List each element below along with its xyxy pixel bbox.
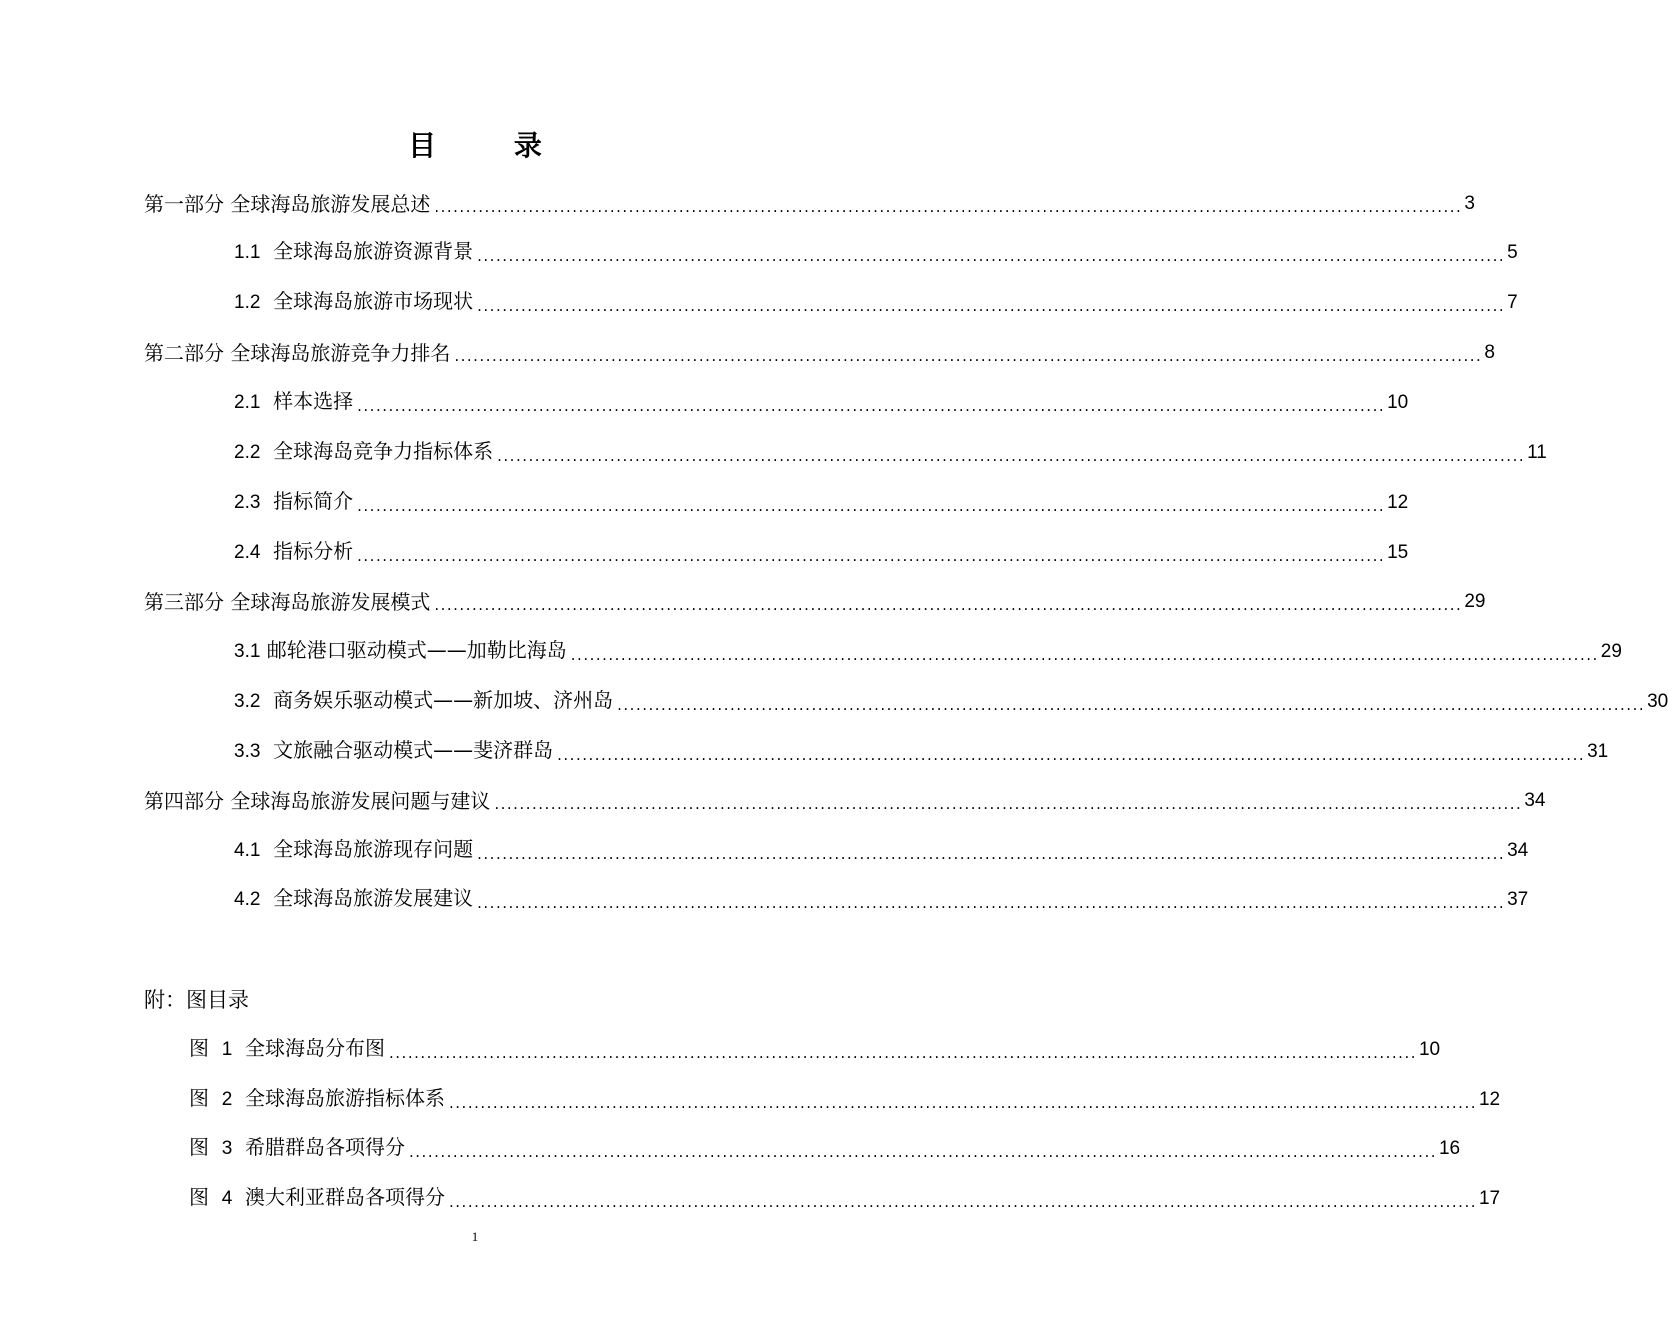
toc-entry[interactable]	[234, 438, 1547, 468]
toc-entry[interactable]	[234, 836, 1529, 866]
toc-leader-dots: ....................................................................................................................................................................	[434, 198, 1463, 216]
figure-page: 10	[1418, 1039, 1441, 1060]
toc-entry-label: 全球海岛旅游资源背景	[273, 239, 474, 263]
toc-leader-dots: ....................................................................................................................................................................	[357, 497, 1386, 515]
toc-entry-number: 3.1	[234, 641, 261, 662]
figure-page: 12	[1478, 1089, 1501, 1110]
toc-entry[interactable]	[144, 189, 1475, 219]
toc-entry-number: 2.4	[234, 542, 261, 563]
toc-entry-label: 第一部分 全球海岛旅游发展总述	[144, 192, 431, 216]
toc-entry[interactable]	[234, 238, 1518, 268]
toc-entry-label: 全球海岛旅游市场现状	[273, 289, 474, 313]
figure-entry[interactable]	[189, 1085, 1501, 1115]
toc-title: 目 录	[408, 129, 576, 162]
toc-entry-label: 全球海岛旅游现存问题	[273, 837, 474, 861]
figure-label: 澳大利亚群岛各项得分	[245, 1185, 446, 1209]
toc-entry[interactable]	[234, 637, 1622, 667]
toc-entry-number: 1.1	[234, 242, 261, 263]
toc-entry-number: 1.2	[234, 292, 261, 313]
figure-label: 全球海岛旅游指标体系	[245, 1086, 446, 1110]
figure-number: 1	[221, 1039, 233, 1060]
toc-entry-label: 商务娱乐驱动模式——新加坡、济州岛	[273, 688, 614, 712]
toc-entry[interactable]	[234, 538, 1409, 568]
toc-entry-number: 2.2	[234, 442, 261, 463]
toc-leader-dots: ....................................................................................................................................................................	[357, 547, 1386, 565]
toc-entry-page: 15	[1387, 542, 1409, 563]
toc-entry-label: 全球海岛竞争力指标体系	[273, 439, 494, 463]
toc-entry-page: 34	[1507, 840, 1529, 861]
toc-leader-dots: ....................................................................................................................................................................	[477, 247, 1506, 265]
toc-entry-page: 5	[1507, 242, 1518, 263]
toc-entry-page: 12	[1387, 492, 1409, 513]
figure-number: 4	[221, 1188, 233, 1209]
toc-entry[interactable]	[234, 488, 1409, 518]
toc-entry-number: 4.2	[234, 889, 261, 910]
figure-prefix: 图	[189, 1086, 209, 1110]
toc-leader-dots: ....................................................................................................................................................................	[389, 1044, 1417, 1062]
toc-entry-label: 指标分析	[273, 539, 354, 563]
figure-number: 3	[221, 1138, 233, 1159]
toc-entry[interactable]	[234, 288, 1518, 318]
toc-entry-number: 2.3	[234, 492, 261, 513]
toc-entry-page: 8	[1484, 342, 1495, 363]
toc-entry-number: 3.3	[234, 741, 261, 762]
toc-entry[interactable]	[144, 338, 1495, 368]
toc-entry-page: 3	[1464, 193, 1475, 214]
figure-prefix: 图	[189, 1135, 209, 1159]
toc-entry-label: 第三部分 全球海岛旅游发展模式	[144, 590, 431, 614]
toc-entry-label: 全球海岛旅游发展建议	[273, 886, 474, 910]
toc-leader-dots: ....................................................................................................................................................................	[570, 646, 1599, 664]
toc-entry[interactable]	[234, 885, 1529, 915]
toc-entry-page: 30	[1647, 691, 1668, 712]
toc-entry[interactable]	[234, 737, 1609, 767]
toc-entry-number: 4.1	[234, 840, 261, 861]
page-number: 1	[471, 1229, 479, 1244]
toc-entry-page: 7	[1507, 292, 1518, 313]
toc-leader-dots: ....................................................................................................................................................................	[454, 347, 1483, 365]
figure-label: 希腊群岛各项得分	[245, 1135, 406, 1159]
toc-entry-page: 10	[1387, 392, 1409, 413]
figure-prefix: 图	[189, 1185, 209, 1209]
toc-leader-dots: ....................................................................................................................................................................	[477, 894, 1506, 912]
toc-leader-dots: ....................................................................................................................................................................	[449, 1094, 1477, 1112]
toc-entry[interactable]	[144, 587, 1486, 617]
toc-entry-label: 指标简介	[273, 489, 354, 513]
toc-leader-dots: ....................................................................................................................................................................	[357, 397, 1386, 415]
toc-entry-number: 3.2	[234, 691, 261, 712]
toc-entry[interactable]	[234, 388, 1409, 418]
toc-entry-page: 31	[1587, 741, 1609, 762]
toc-entry-page: 34	[1524, 790, 1546, 811]
toc-leader-dots: ....................................................................................................................................................................	[449, 1193, 1477, 1211]
figure-number: 2	[221, 1089, 233, 1110]
toc-leader-dots: ....................................................................................................................................................................	[497, 447, 1526, 465]
figure-page: 16	[1438, 1138, 1461, 1159]
toc-entry-page: 29	[1600, 641, 1622, 662]
toc-leader-dots: ....................................................................................................................................................................	[434, 596, 1463, 614]
toc-leader-dots: ....................................................................................................................................................................	[477, 845, 1506, 863]
toc-entry-number: 2.1	[234, 392, 261, 413]
toc-entry-page: 11	[1527, 442, 1547, 463]
toc-entry[interactable]	[144, 786, 1546, 816]
toc-leader-dots: ....................................................................................................................................................................	[494, 795, 1523, 813]
toc-entry-label: 第四部分 全球海岛旅游发展问题与建议	[144, 789, 491, 813]
toc-entry-label: 样本选择	[273, 389, 354, 413]
toc-entry[interactable]	[234, 687, 1668, 717]
figure-page: 17	[1478, 1188, 1501, 1209]
figure-label: 全球海岛分布图	[245, 1036, 386, 1060]
appendix-heading: 附：图目录	[144, 988, 249, 1012]
toc-entry-page: 29	[1464, 591, 1486, 612]
figure-entry[interactable]	[189, 1134, 1461, 1164]
toc-leader-dots: ....................................................................................................................................................................	[617, 696, 1646, 714]
toc-leader-dots: ....................................................................................................................................................................	[557, 746, 1586, 764]
toc-entry-label: 第二部分 全球海岛旅游竞争力排名	[144, 341, 451, 365]
toc-entry-label: 文旅融合驱动模式——斐济群岛	[273, 738, 554, 762]
toc-leader-dots: ....................................................................................................................................................................	[477, 297, 1506, 315]
toc-leader-dots: ....................................................................................................................................................................	[409, 1143, 1437, 1161]
toc-entry-page: 37	[1507, 889, 1529, 910]
figure-prefix: 图	[189, 1036, 209, 1060]
figure-entry[interactable]	[189, 1035, 1441, 1065]
toc-entry-label: 邮轮港口驱动模式——加勒比海岛	[266, 638, 567, 662]
figure-entry[interactable]	[189, 1184, 1501, 1214]
